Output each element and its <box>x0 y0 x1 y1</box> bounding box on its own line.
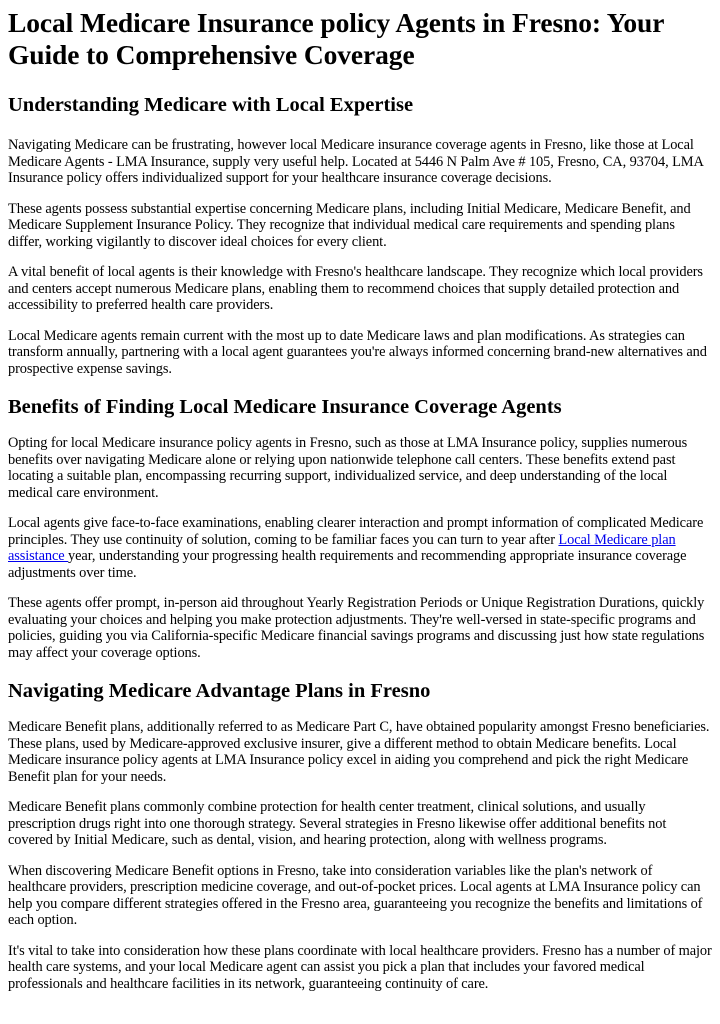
section-understanding-medicare <box>8 93 712 377</box>
paragraph: These agents possess substantial expertise concerning Medicare plans, including Initial Medicare, Medicare Benefit, and Medicare Supplement Insurance Policy. They recognize that individual medical care requirements and spending plans differ, working vigilantly to discover ideal choices for every client. <box>8 200 691 250</box>
paragraph-text: year, understanding your progressing health requirements and recommending appropriate insurance coverage adjustments over time. <box>8 548 687 581</box>
paragraph: Medicare Benefit plans, additionally referred to as Medicare Part C, have obtained popularity amongst Fresno beneficiaries. These plans, used by Medicare-approved exclusive insurer, give a different method to obtain Medicare benefits. Local Medicare insurance policy agents at LMA Insurance policy excel in aiding you comprehend and pick the right Medicare Benefit plan for your needs. <box>8 719 710 785</box>
section-medicare-advantage <box>8 679 712 992</box>
paragraph: These agents offer prompt, in-person aid throughout Yearly Registration Periods or Unique Registration Durations, quickly evaluating your choices and helping you make protection adjustments. They're well-versed in state-specific programs and policies, guiding you via California-specific Medicare financial savings programs and discussing just how state regulations may affect your coverage options. <box>8 595 705 661</box>
paragraph: When discovering Medicare Benefit options in Fresno, take into consideration variables like the plan's network of healthcare providers, prescription medicine coverage, and out-of-pocket prices. Local agents at LMA Insurance policy can help you compare different strategies offered in the Fresno area, guaranteeing you recognize the benefits and limitations of each option. <box>8 862 703 928</box>
local-medicare-plan-assistance-link[interactable]: Local Medicare plan assistance <box>8 531 676 564</box>
paragraph: A vital benefit of local agents is their knowledge with Fresno's healthcare landscape. They recognize which local providers and centers accept numerous Medicare plans, enabling them to recommend choices that supply detailed protection and accessibility to preferred health care providers. <box>8 264 703 313</box>
section-benefits <box>8 395 712 661</box>
paragraph-text: Local agents give face-to-face examinations, enabling clearer interaction and prompt information of complicated Medicare principles. They use continuity of solution, coming to be familiar faces you can turn to year after <box>8 515 704 548</box>
paragraph: Local Medicare agents remain current with the most up to date Medicare laws and plan modifications. As strategies can transform annually, partnering with a local agent guarantees you're always informed concerning brand-new alternatives and prospective expense savings. <box>8 327 707 377</box>
paragraph: It's vital to take into consideration how these plans coordinate with local healthcare providers. Fresno has a number of major health care systems, and your local Medicare agent can assist you pick a plan that includes your favored medical professionals and healthcare facilities in its network, guaranteeing continuity of care. <box>8 942 712 992</box>
paragraph: Opting for local Medicare insurance policy agents in Fresno, such as those at LMA Insurance policy, supplies numerous benefits over navigating Medicare alone or relying upon nationwide telephone call centers. These benefits extend past locating a suitable plan, encompassing recurring support, individualized service, and deep understanding of the local medical care environment. <box>8 435 688 501</box>
document-page <box>0 7 720 992</box>
page-title: Local Medicare Insurance policy Agents in Fresno: Your Guide to Comprehensive Coverage <box>8 7 664 70</box>
section-heading: Navigating Medicare Advantage Plans in Fresno <box>8 680 431 702</box>
section-heading: Understanding Medicare with Local Expertise <box>8 94 414 116</box>
paragraph: Navigating Medicare can be frustrating, however local Medicare insurance coverage agents in Fresno, like those at Local Medicare Agents - LMA Insurance, supply very useful help. Located at 5446 N Palm Ave # 105, Fresno, CA, 93704, LMA Insurance policy offers individualized support for your healthcare insurance coverage decisions. <box>8 137 703 186</box>
section-heading: Benefits of Finding Local Medicare Insurance Coverage Agents <box>8 396 562 418</box>
paragraph-with-link <box>8 515 712 581</box>
paragraph: Medicare Benefit plans commonly combine protection for health center treatment, clinical solutions, and usually prescription drugs right into one thorough strategy. Several strategies in Fresno likewise offer additional benefits not covered by Initial Medicare, such as dental, vision, and hearing protection, along with wellness programs. <box>8 799 667 848</box>
